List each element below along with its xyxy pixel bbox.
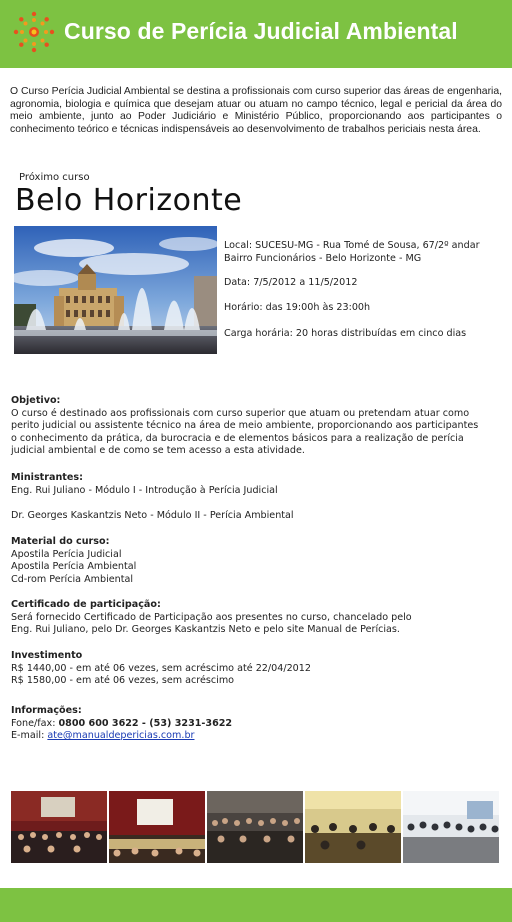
material-heading: Material do curso: [11, 536, 110, 547]
instructors-section-2 [11, 510, 501, 523]
class-photo-3 [207, 791, 303, 863]
objective-line: o conhecimento da prática, da burocracia e de elementos básicos para a realização de perícia [11, 432, 464, 444]
course-date: Data: 7/5/2012 a 11/5/2012 [224, 277, 358, 288]
class-photo-2 [109, 791, 205, 863]
course-location-line1: Local: SUCESU-MG - Rua Tomé de Sousa, 67/2º andar [224, 240, 480, 251]
investment-section [11, 650, 501, 688]
email-label: E-mail: [11, 730, 48, 742]
class-photo-5 [403, 791, 499, 863]
objective-line: judicial ambiental e de como se tem acesso a esta atividade. [11, 445, 305, 457]
phone-label: Fone/fax: [11, 717, 59, 729]
instructor-2: Dr. Georges Kaskantzis Neto - Módulo II - Perícia Ambiental [11, 510, 294, 521]
material-item: Cd-rom Perícia Ambiental [11, 573, 134, 585]
material-item: Apostila Perícia Ambiental [11, 561, 137, 573]
course-city: Belo Horizonte [15, 183, 243, 218]
objective-heading: Objetivo: [11, 395, 61, 406]
phone-number: 0800 600 3622 - (53) 3231-3622 [58, 717, 233, 729]
contact-email [11, 730, 501, 743]
investment-line: R$ 1580,00 - em até 06 vezes, sem acréscimo [11, 675, 235, 687]
contact-phone [11, 718, 501, 731]
investment-line: R$ 1440,00 - em até 06 vezes, sem acréscimo até 22/04/2012 [11, 662, 311, 674]
certificate-line: Será fornecido Certificado de Participação aos presentes no curso, chancelado pelo [11, 611, 412, 623]
email-link[interactable]: ate@manualdepericias.com.br [47, 730, 195, 742]
course-time: Horário: das 19:00h às 23:00h [224, 302, 371, 313]
page-title: Curso de Perícia Judicial Ambiental [64, 18, 458, 44]
class-photo-4 [305, 791, 401, 863]
instructors-heading: Ministrantes: [11, 472, 83, 483]
photo-strip [11, 791, 501, 863]
sunburst-logo-icon [12, 10, 56, 54]
certificate-section [11, 599, 501, 637]
course-location-line2: Bairro Funcionários - Belo Horizonte - MG [224, 253, 422, 264]
investment-heading: Investimento [11, 650, 83, 661]
material-item: Apostila Perícia Judicial [11, 548, 122, 560]
objective-line: O curso é destinado aos profissionais com curso superior que atuam ou pretendam atuar como [11, 407, 470, 419]
city-photo [14, 226, 217, 354]
class-photo-1 [11, 791, 107, 863]
objective-line: perito judicial ou assistente técnico na área de meio ambiente, proporcionando aos participantes [11, 420, 479, 432]
certificate-heading: Certificado de participação: [11, 599, 161, 610]
footer-banner [0, 888, 512, 922]
intro-paragraph: O Curso Perícia Judicial Ambiental se destina a profissionais com curso superior das áreas de engenharia, agronomia, biologia e química que desejam atuar ou atuam no campo técnico, legal e pericial da área do meio ambiente, junto ao Poder Judiciário e Ministério Público, proporcionando aos participantes o conhecimento teórico e técnicas indispensáveis ao desenvolvimento de trabalhos periciais nesta área. [10, 86, 502, 135]
next-course-label: Próximo curso [19, 172, 90, 183]
material-section [11, 536, 501, 586]
course-workload: Carga horária: 20 horas distribuídas em cinco dias [224, 328, 467, 339]
instructor-1: Eng. Rui Juliano - Módulo I - Introdução à Perícia Judicial [11, 484, 278, 496]
contact-heading: Informações: [11, 705, 82, 716]
instructors-section [11, 472, 501, 497]
objective-section [11, 395, 501, 458]
contact-section [11, 705, 501, 743]
certificate-line: Eng. Rui Juliano, pelo Dr. Georges Kaskantzis Neto e pelo site Manual de Perícias. [11, 624, 400, 636]
header-banner [0, 0, 512, 68]
